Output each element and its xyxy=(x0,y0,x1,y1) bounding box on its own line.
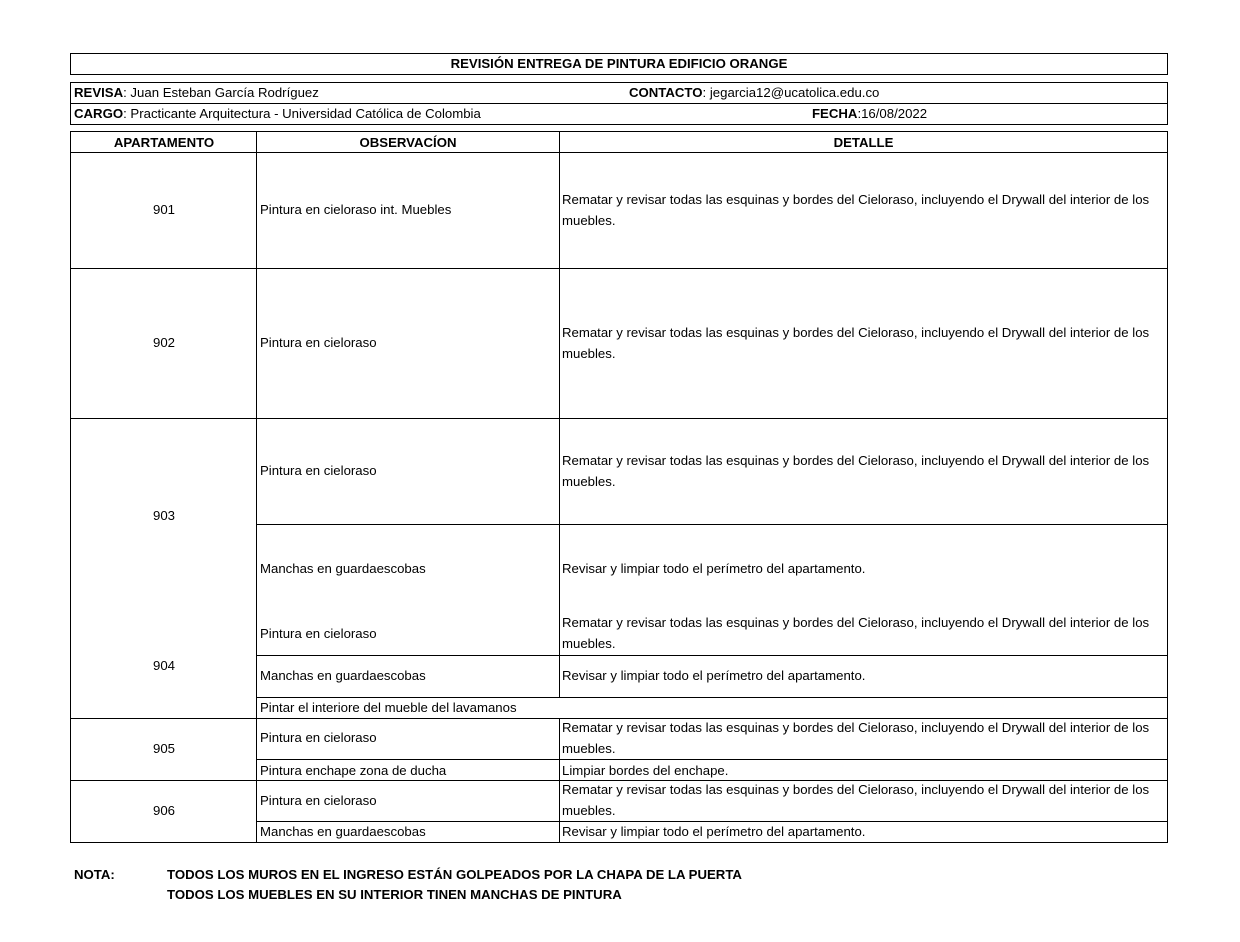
header-detalle: DETALLE xyxy=(833,135,894,150)
observation-cell: Manchas en guardaescobas xyxy=(260,824,426,839)
revisa-label: REVISA xyxy=(74,85,124,100)
col-divider-1 xyxy=(256,131,257,843)
detail-cell: Revisar y limpiar todo el perímetro del apartamento. xyxy=(562,824,866,839)
row-divider xyxy=(256,697,1168,698)
observation-cell: Pintura en cieloraso xyxy=(260,793,377,808)
note-line: TODOS LOS MUROS EN EL INGRESO ESTÁN GOLPEADOS POR LA CHAPA DE LA PUERTA xyxy=(167,867,742,882)
row-divider xyxy=(256,821,1168,822)
document-title: REVISIÓN ENTREGA DE PINTURA EDIFICIO ORANGE xyxy=(450,56,788,71)
observation-cell: Pintura en cieloraso xyxy=(260,730,377,745)
detail-cell: Limpiar bordes del enchape. xyxy=(562,763,729,778)
header-observacion: OBSERVACÍON xyxy=(359,135,457,150)
fecha-label: FECHA xyxy=(812,106,858,121)
row-divider xyxy=(256,655,1168,656)
apartment-number: 902 xyxy=(152,335,175,350)
contacto-field xyxy=(629,85,879,101)
observation-cell: Manchas en guardaescobas xyxy=(260,668,426,683)
detail-cell: Rematar y revisar todas las esquinas y bordes del Cieloraso, incluyendo el Drywall del interior de los muebles. xyxy=(562,615,1150,651)
note-label: NOTA: xyxy=(74,867,115,882)
cargo-value: : Practicante Arquitectura - Universidad Católica de Colombia xyxy=(123,106,481,121)
apartment-number: 905 xyxy=(152,741,175,756)
apartment-number: 903 xyxy=(152,508,175,523)
apartment-number: 904 xyxy=(152,658,175,673)
revisa-value: : Juan Esteban García Rodríguez xyxy=(123,85,319,100)
contacto-value: : jegarcia12@ucatolica.edu.co xyxy=(702,85,880,100)
detail-cell: Rematar y revisar todas las esquinas y bordes del Cieloraso, incluyendo el Drywall del interior de los muebles. xyxy=(562,782,1150,818)
detail-cell: Rematar y revisar todas las esquinas y bordes del Cieloraso, incluyendo el Drywall del interior de los muebles. xyxy=(562,325,1150,361)
row-divider-902 xyxy=(70,418,1168,419)
fecha-value: :16/08/2022 xyxy=(857,106,928,121)
fecha-field xyxy=(812,106,927,122)
detail-cell: Rematar y revisar todas las esquinas y bordes del Cieloraso, incluyendo el Drywall del interior de los muebles. xyxy=(562,453,1150,489)
apartment-number: 906 xyxy=(152,803,175,818)
detail-cell: Revisar y limpiar todo el perímetro del apartamento. xyxy=(562,668,866,683)
observation-cell: Pintura en cieloraso xyxy=(260,335,377,350)
detail-cell: Rematar y revisar todas las esquinas y bordes del Cieloraso, incluyendo el Drywall del interior de los muebles. xyxy=(562,192,1150,228)
observation-cell: Pintura en cieloraso xyxy=(260,626,377,641)
row-divider xyxy=(256,524,1168,525)
apartment-number: 901 xyxy=(152,202,175,217)
observation-cell: Pintar el interiore del mueble del lavamanos xyxy=(260,700,517,715)
note-line: TODOS LOS MUEBLES EN SU INTERIOR TINEN MANCHAS DE PINTURA xyxy=(167,887,622,902)
cargo-label: CARGO xyxy=(74,106,124,121)
detail-cell: Rematar y revisar todas las esquinas y bordes del Cieloraso, incluyendo el Drywall del interior de los muebles. xyxy=(562,720,1150,756)
observation-cell: Manchas en guardaescobas xyxy=(260,561,426,576)
detail-cell: Revisar y limpiar todo el perímetro del apartamento. xyxy=(562,561,866,576)
cargo-field xyxy=(74,106,481,122)
info-divider xyxy=(70,103,1168,104)
header-divider xyxy=(70,152,1168,153)
observation-cell: Pintura en cieloraso xyxy=(260,463,377,478)
row-divider-901 xyxy=(70,268,1168,269)
observation-cell: Pintura enchape zona de ducha xyxy=(260,763,447,778)
contacto-label: CONTACTO xyxy=(629,85,703,100)
col-divider-2 xyxy=(559,131,560,697)
observation-cell: Pintura en cieloraso int. Muebles xyxy=(260,202,452,217)
row-divider xyxy=(256,759,1168,760)
header-apartamento: APARTAMENTO xyxy=(113,135,215,150)
revisa-field xyxy=(74,85,319,101)
